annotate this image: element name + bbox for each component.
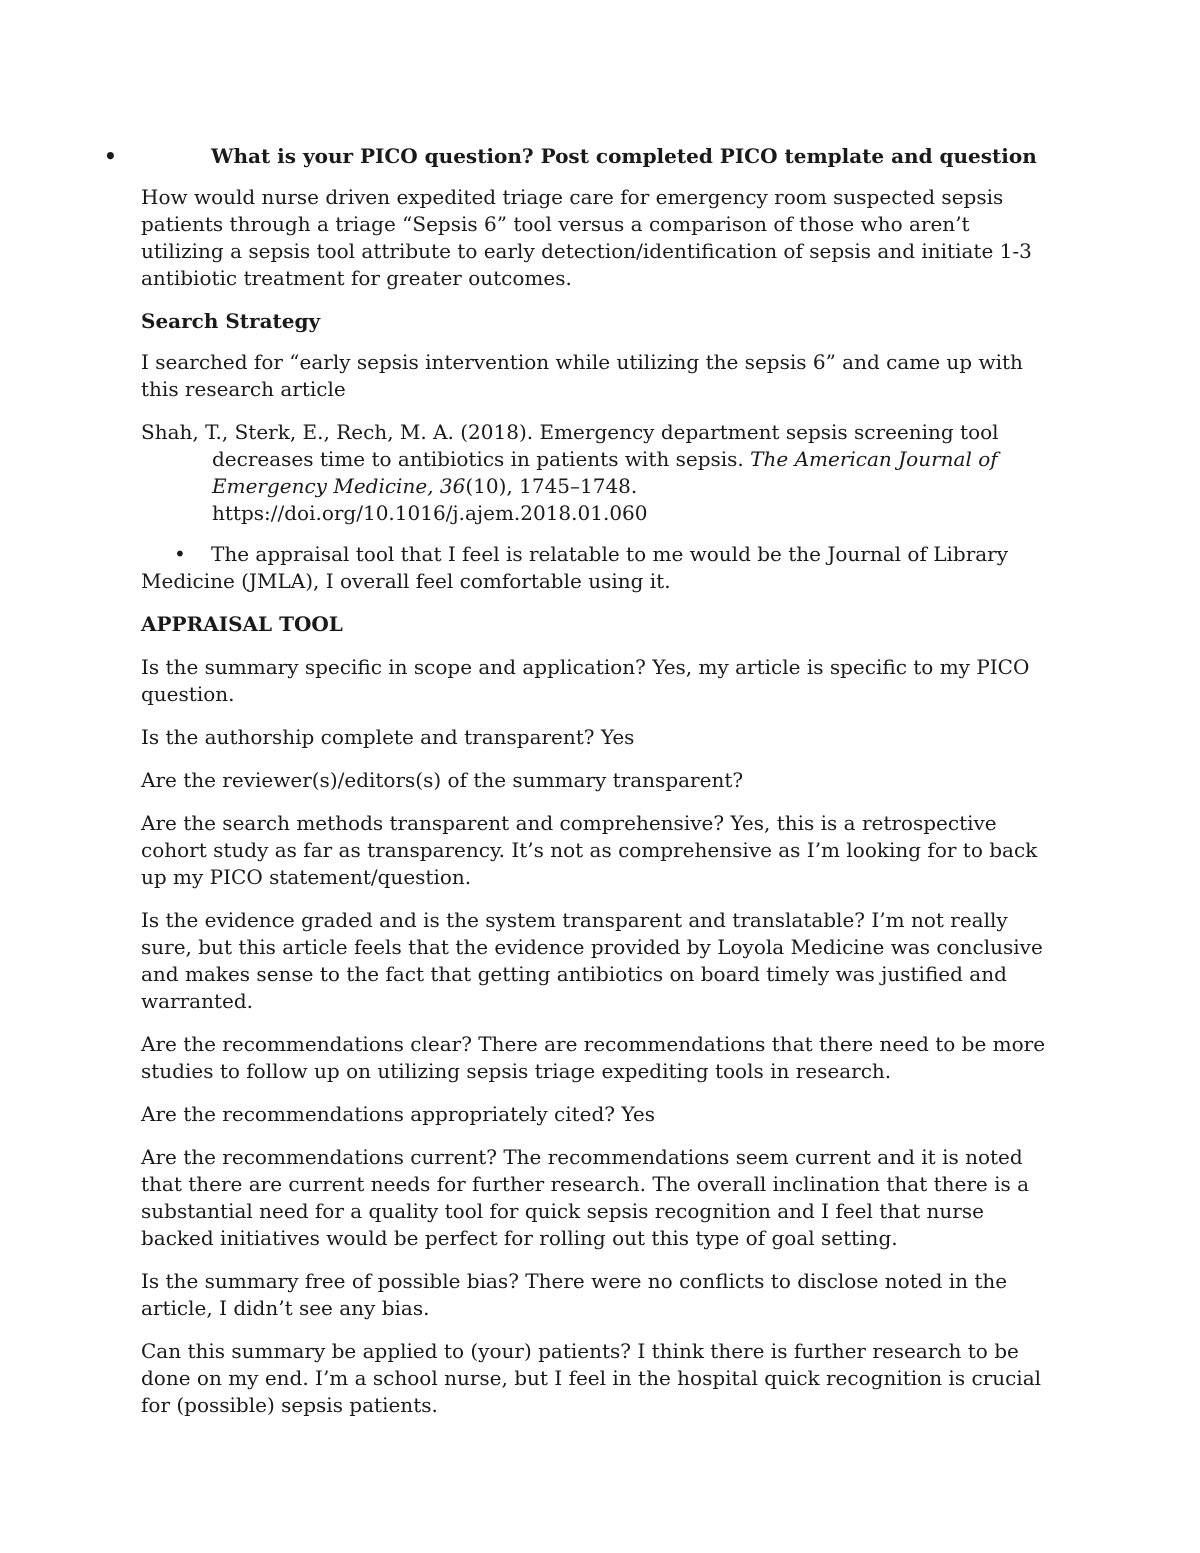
pico-heading: [104, 143, 1055, 170]
appraisal-item: Is the authorship complete and transparent? Yes: [141, 725, 635, 749]
citation-journal: The American Journal of Emergency Medicine, 36: [212, 447, 998, 498]
appraisal-item: Are the recommendations current? The recommendations seem current and it is noted that there are current needs for further research. The overall inclination that there is a substantial need for a quality tool for quick sepsis recognition and I feel that nurse backed initiatives would be perfect for rolling out this type of goal setting.: [141, 1145, 1030, 1250]
appraisal-item: Are the recommendations appropriately cited? Yes: [141, 1102, 655, 1126]
appraisal-item: Are the search methods transparent and comprehensive? Yes, this is a retrospective cohort study as far as transparency. It’s not as comprehensive as I’m looking for to back up my PICO statement/question.: [141, 811, 1038, 889]
appraisal-tool-heading: APPRAISAL TOOL: [141, 612, 343, 636]
bullet-icon: •: [104, 144, 117, 168]
search-strategy-heading: Search Strategy: [141, 309, 321, 333]
appraisal-item: Can this summary be applied to (your) patients? I think there is further research to be done on my end. I’m a school nurse, but I feel in the hospital quick recognition is crucial for (possible) sepsis patients.: [141, 1339, 1042, 1417]
appraisal-intro-text: The appraisal tool that I feel is relatable to me would be the Journal of Library Medicine (JMLA), I overall feel comfortable using it.: [141, 542, 1009, 593]
appraisal-item: Is the summary free of possible bias? There were no conflicts to disclose noted in the article, I didn’t see any bias.: [141, 1269, 1008, 1320]
appraisal-item: Are the recommendations clear? There are recommendations that there need to be more studies to follow up on utilizing sepsis triage expediting tools in research.: [141, 1032, 1046, 1083]
appraisal-item: Is the summary specific in scope and application? Yes, my article is specific to my PICO question.: [141, 655, 1030, 706]
appraisal-intro: [141, 541, 1055, 595]
reference-citation: [141, 419, 1055, 527]
pico-question: How would nurse driven expedited triage care for emergency room suspected sepsis patients through a triage “Sepsis 6” tool versus a comparison of those who aren’t utilizing a sepsis tool attribute to early detection/identification of sepsis and initiate 1-3 antibiotic treatment for greater outcomes.: [141, 185, 1032, 290]
citation-authors-title: Shah, T., Sterk, E., Rech, M. A. (2018). Emergency department sepsis screening tool decreases time to antibiotics in patients with sepsis.: [141, 420, 999, 471]
bullet-icon: •: [174, 542, 186, 566]
appraisal-item: Is the evidence graded and is the system transparent and translatable? I’m not really sure, but this article feels that the evidence provided by Loyola Medicine was conclusive and makes sense to the fact that getting antibiotics on board timely was justified and warranted.: [141, 908, 1043, 1013]
citation-issue-pages: (10), 1745–1748. https://doi.org/10.1016/j.ajem.2018.01.060: [212, 474, 648, 525]
search-strategy-text: I searched for “early sepsis intervention while utilizing the sepsis 6” and came up with this research article: [141, 350, 1023, 401]
appraisal-item: Are the reviewer(s)/editors(s) of the summary transparent?: [141, 768, 744, 792]
pico-heading-text: What is your PICO question? Post completed PICO template and question: [211, 144, 1037, 168]
